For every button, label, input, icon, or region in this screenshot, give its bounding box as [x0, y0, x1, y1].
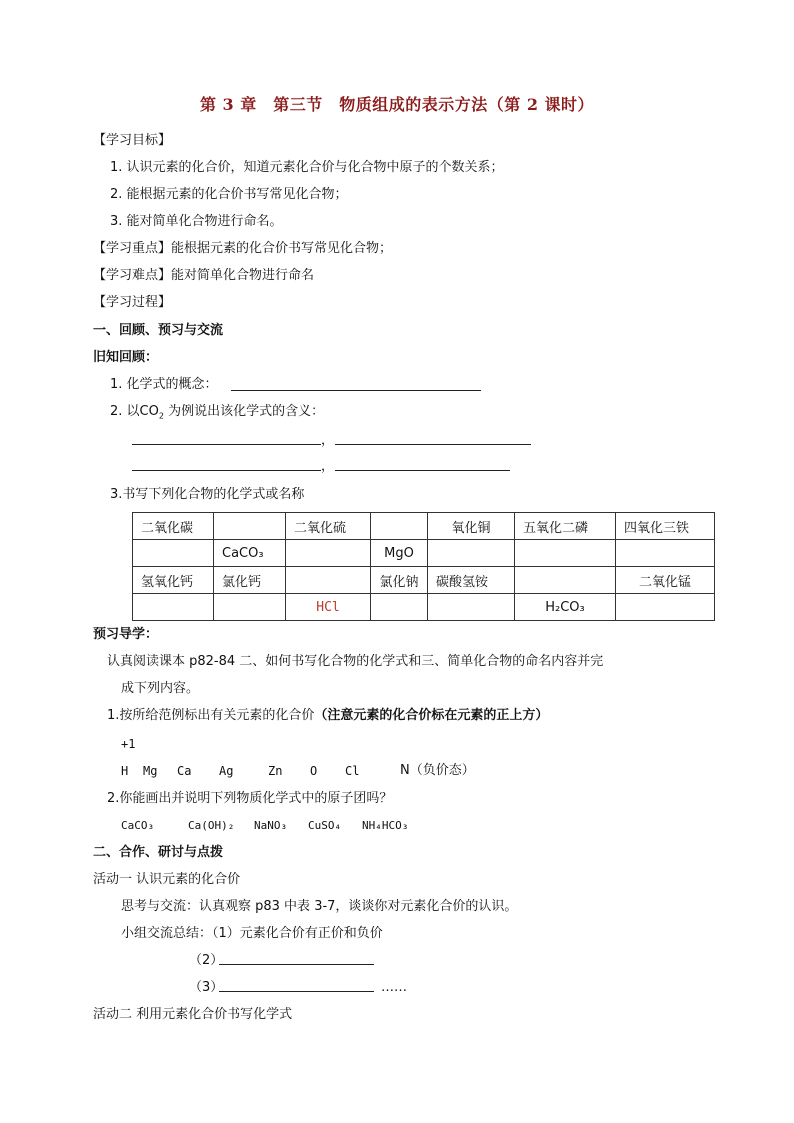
goals-heading: 【学习目标】	[93, 133, 172, 148]
table-cell[interactable]	[214, 594, 286, 621]
table-cell: CaCO₃	[214, 540, 286, 567]
preview-text-continued: 成下列内容。	[121, 681, 200, 696]
table-cell: 二氧化锰	[616, 567, 715, 594]
preview-heading: 预习导学：	[93, 627, 159, 642]
ellipsis: ……	[381, 980, 407, 995]
table-cell: 碳酸氢铵	[428, 567, 515, 594]
answer-blank-meaning-3[interactable]	[132, 456, 321, 471]
goal-item: 3. 能对简单化合物进行命名。	[110, 214, 283, 229]
table-cell: 五氧化二磷	[515, 513, 616, 540]
element-symbol: Cl	[345, 764, 360, 778]
table-cell[interactable]	[371, 513, 428, 540]
preview-q1-note: （注意元素的化合价标在元素的正上方）	[314, 708, 549, 723]
focus-text: 能根据元素的化合价书写常见化合物；	[171, 241, 393, 256]
review-q1-label: 1. 化学式的概念：	[110, 377, 218, 392]
table-cell[interactable]	[133, 540, 214, 567]
compound-formula: CaCO₃	[121, 819, 155, 832]
preview-text: 认真阅读课本 p82-84 二、如何书写化合物的化学式和三、简单化合物的命名内容并完	[107, 654, 604, 669]
element-symbol: Mg	[143, 764, 158, 778]
goal-item: 2. 能根据元素的化合价书写常见化合物；	[110, 187, 348, 202]
compound-formula: CuSO₄	[308, 819, 342, 832]
table-cell: MgO	[371, 540, 428, 567]
activity-1: 活动一 认识元素的化合价	[93, 872, 241, 887]
element-symbol: Zn	[268, 764, 283, 778]
summary-item-3: （3）	[189, 980, 224, 995]
review-q2-subscript: 2	[158, 411, 164, 421]
element-symbol: O	[310, 764, 318, 778]
answer-blank-summary-2[interactable]	[219, 950, 374, 965]
review-q1	[110, 376, 218, 394]
comma: ，	[321, 433, 335, 448]
table-cell[interactable]	[133, 594, 214, 621]
goal-item: 1. 认识元素的化合价，知道元素化合价与化合物中原子的个数关系；	[110, 160, 504, 175]
summary-item-2: （2）	[189, 953, 224, 968]
focus-label: 【学习重点】	[93, 241, 172, 256]
think-text: 思考与交流：认真观察 p83 中表 3-7，谈谈你对元素化合价的认识。	[121, 899, 518, 914]
review-q3: 3.书写下列化合物的化学式或名称	[110, 487, 305, 502]
table-row	[133, 513, 715, 540]
compound-formula: NH₄HCO₃	[362, 819, 409, 832]
review-q2-prefix: 2. 以CO	[110, 404, 159, 419]
table-cell: 四氧化三铁	[616, 513, 715, 540]
table-cell[interactable]	[616, 594, 715, 621]
table-row	[133, 540, 715, 567]
review-q2-suffix: 为例说出该化学式的含义：	[168, 404, 325, 419]
element-symbol: Ag	[219, 764, 234, 778]
section1-heading: 一、回顾、预习与交流	[93, 323, 224, 338]
table-cell: 氯化钙	[214, 567, 286, 594]
answer-blank-summary-3[interactable]	[219, 977, 374, 992]
table-cell: 氢氧化钙	[133, 567, 214, 594]
table-cell: 二氧化硫	[286, 513, 371, 540]
element-symbol: N（负价态）	[400, 763, 475, 778]
preview-q1-text: 1.按所给范例标出有关元素的化合价	[107, 708, 315, 723]
difficulty-label: 【学习难点】	[93, 268, 172, 283]
table-cell: H₂CO₃	[515, 594, 616, 621]
difficulty-text: 能对简单化合物进行命名	[171, 268, 315, 283]
page-title: 第 3 章 第三节 物质组成的表示方法（第 2 课时）	[199, 95, 595, 114]
review-q2	[110, 403, 324, 426]
compound-formula: NaNO₃	[254, 819, 288, 832]
focus-line	[93, 240, 392, 258]
table-cell: 氯化钠	[371, 567, 428, 594]
answer-blank-concept[interactable]	[231, 376, 481, 391]
summary-text: 小组交流总结：（1）元素化合价有正价和负价	[121, 926, 383, 941]
table-cell[interactable]	[515, 567, 616, 594]
element-symbol: Ca	[177, 764, 192, 778]
table-cell: 氧化铜	[428, 513, 515, 540]
activity-2: 活动二 利用元素化合价书写化学式	[93, 1007, 293, 1022]
section2-heading: 二、合作、研讨与点拨	[93, 845, 224, 860]
preview-q1	[107, 707, 548, 725]
table-row	[133, 567, 715, 594]
table-row	[133, 594, 715, 621]
table-cell[interactable]	[428, 540, 515, 567]
answer-blank-meaning-1[interactable]	[132, 430, 321, 445]
comma: ，	[321, 459, 335, 474]
preview-q2: 2.你能画出并说明下列物质化学式中的原子团吗？	[107, 791, 393, 806]
table-cell[interactable]	[214, 513, 286, 540]
table-cell[interactable]	[515, 540, 616, 567]
valence-example: +1	[121, 737, 136, 751]
process-heading: 【学习过程】	[93, 295, 172, 310]
difficulty-line	[93, 267, 314, 285]
answer-blank-meaning-4[interactable]	[335, 456, 510, 471]
table-cell[interactable]	[616, 540, 715, 567]
table-cell[interactable]	[286, 567, 371, 594]
compound-formula: Ca(OH)₂	[188, 819, 235, 832]
answer-blank-meaning-2[interactable]	[335, 430, 531, 445]
element-symbol: H	[121, 764, 129, 778]
table-cell[interactable]	[371, 594, 428, 621]
table-cell[interactable]	[286, 540, 371, 567]
compound-table	[132, 512, 715, 621]
table-cell: HCl	[286, 594, 371, 621]
table-cell: 二氧化碳	[133, 513, 214, 540]
table-cell[interactable]	[428, 594, 515, 621]
review-heading: 旧知回顾：	[93, 350, 159, 365]
